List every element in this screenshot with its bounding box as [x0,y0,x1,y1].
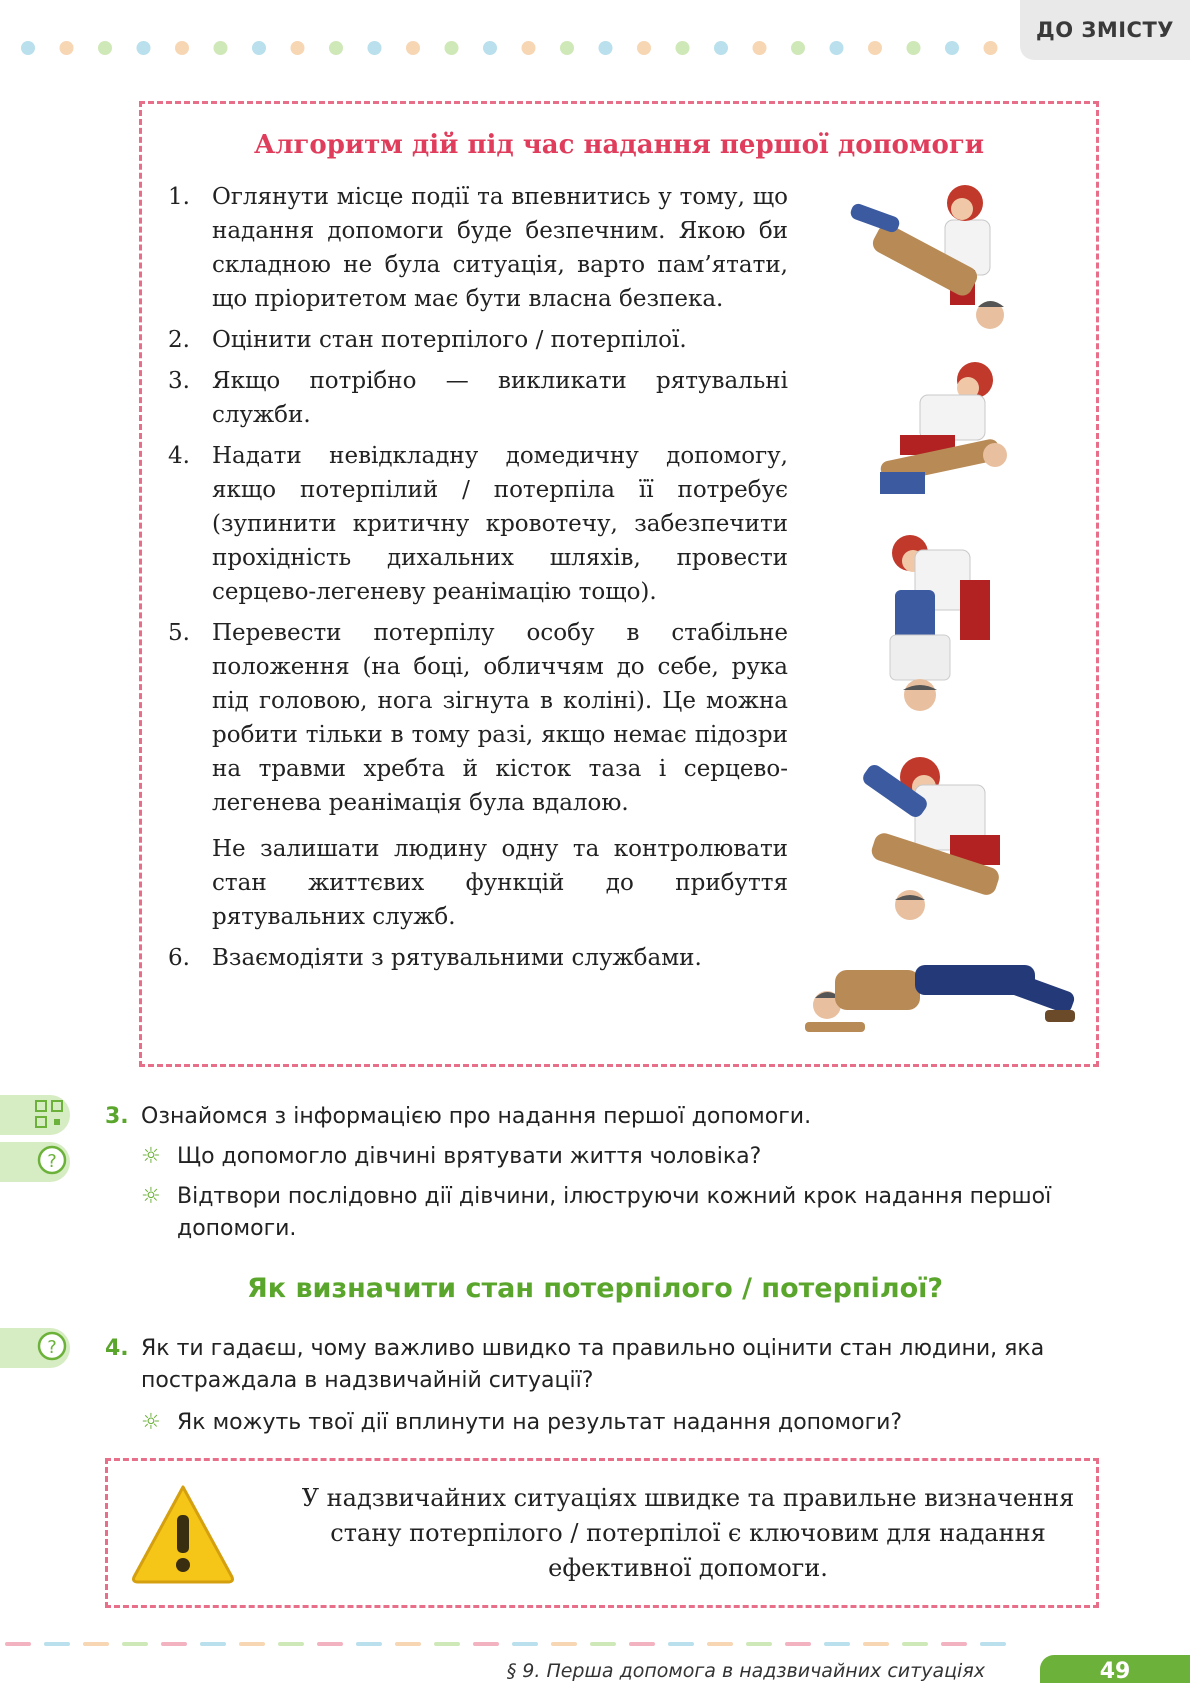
decor-dash [941,1642,967,1646]
decor-dash [161,1642,187,1646]
svg-text:?: ? [47,1337,57,1358]
decor-dot [830,41,844,55]
decor-dot [637,41,651,55]
decor-dash [5,1642,31,1646]
decor-dot [60,41,74,55]
toc-button[interactable]: ДО ЗМІСТУ [1020,0,1190,60]
algorithm-list [168,180,788,982]
sun-bullet-icon: ☼ [141,1410,161,1435]
task-4 [105,1333,1095,1403]
list-item [168,439,788,609]
decor-dot [945,41,959,55]
item-text: Перевести потерпілу особу в стабільне положення (на боці, обличчям до себе, рука під головою, нога зігнута в коліні). Це можна робити тільки в тому разі, якщо немає підозри на травми хребта й кісток таза і серцево-легенева реанімація була вдалою. [212,620,788,816]
page-number: 49 [1040,1655,1190,1683]
decor-dot [984,41,998,55]
item-number: 4. [168,443,190,469]
decor-dash [239,1642,265,1646]
task-bullet [141,1181,1101,1245]
qr-code-icon [0,1095,70,1135]
decor-dot [406,41,420,55]
item-text: Надати невідкладну домедичну допомогу, якщо потерпілий / потерпіла її потребує (зупинити критичну кровотечу, забезпечити прохідність дихальних шляхів, провести серцево-легеневу реанімацію тощо). [212,443,788,605]
task-bullet [141,1141,1101,1173]
decor-dash [395,1642,421,1646]
question-icon [0,1328,70,1368]
decor-dash [590,1642,616,1646]
decor-dash [551,1642,577,1646]
bullet-text: Що допомогло дівчині врятувати життя чоловіка? [177,1144,762,1169]
decor-dot [522,41,536,55]
decor-dash [83,1642,109,1646]
decor-dash [707,1642,733,1646]
decor-dot [753,41,767,55]
decor-dot [676,41,690,55]
decor-dot [868,41,882,55]
warning-text: У надзвичайних ситуаціях швидке та правильне визначення стану потерпілого / потерпілої є ключовим для надання ефективної допомоги. [301,1484,1075,1582]
decor-dot [483,41,497,55]
list-item [168,616,788,820]
decor-dot [214,41,228,55]
decor-dash [473,1642,499,1646]
warning-triangle-icon [128,1481,238,1586]
decor-dot [175,41,189,55]
item-text: Взаємодіяти з рятувальними службами. [212,945,702,971]
decor-dash [824,1642,850,1646]
task-number: 3. [105,1104,129,1129]
list-item [168,364,788,432]
item-number: 5. [168,620,190,646]
bullet-text: Як можуть твої дії вплинути на результат надання допомоги? [177,1410,903,1435]
decor-dash [278,1642,304,1646]
section-title: Як визначити стан потерпілого / потерпілої? [246,1273,944,1304]
decor-dot [291,41,305,55]
decor-dot [252,41,266,55]
sun-bullet-icon: ☼ [141,1184,161,1209]
decor-dot [714,41,728,55]
decor-dash [44,1642,70,1646]
footer-dashes-decoration [0,1641,1190,1649]
decor-dash [668,1642,694,1646]
decor-dash [356,1642,382,1646]
task-text: Як ти гадаєш, чому важливо швидко та правильно оцінити стан людини, яка постраждала в надзвичайній ситуації? [141,1336,1045,1393]
decor-dot [560,41,574,55]
illustration-checking-scene [850,175,1020,335]
warning-box [105,1458,1099,1608]
item-text: Оглянути місце події та впевнитись у тому, що надання допомоги буде безпечним. Якою би складною не була ситуація, варто пам’ятати, що пріоритетом має бути власна безпека. [212,184,788,312]
bullet-text: Відтвори послідовно дії дівчини, ілюструючи кожний крок надання першої допомоги. [177,1184,1052,1241]
decor-dash [512,1642,538,1646]
decor-dot [137,41,151,55]
decor-dash [122,1642,148,1646]
task-bullet [141,1407,1101,1439]
illustration-cpr [885,535,1005,720]
list-item [168,180,788,316]
item-number: 1. [168,184,190,210]
list-item [168,941,788,975]
decor-dash [785,1642,811,1646]
decor-dot [329,41,343,55]
footer-chapter: § 9. Перша допомога в надзвичайних ситуаціях [506,1660,985,1682]
decor-dash [863,1642,889,1646]
algorithm-title: Алгоритм дій під час надання першої допомоги [253,130,985,160]
decor-dot [98,41,112,55]
sun-bullet-icon: ☼ [141,1144,161,1169]
task-text: Ознайомся з інформацією про надання першої допомоги. [141,1104,812,1129]
item-text: Якщо потрібно — викликати рятувальні служби. [212,368,788,428]
decor-dash [980,1642,1006,1646]
decor-dash [746,1642,772,1646]
task-number: 4. [105,1336,129,1361]
decor-dot [791,41,805,55]
decor-dot [21,41,35,55]
decor-dash [902,1642,928,1646]
decor-dot [368,41,382,55]
decor-dash [629,1642,655,1646]
list-item [168,323,788,357]
decor-dot [907,41,921,55]
illustration-assessing-victim [880,360,1010,500]
top-dots-decoration [20,40,1030,60]
decor-dash [317,1642,343,1646]
illustration-recovery-position [850,755,1020,935]
decor-dot [445,41,459,55]
decor-dash [200,1642,226,1646]
question-icon [0,1142,70,1182]
svg-text:?: ? [47,1151,57,1172]
decor-dash [434,1642,460,1646]
decor-dot [599,41,613,55]
item-number: 6. [168,945,190,971]
item-text: Оцінити стан потерпілого / потерпілої. [212,327,687,353]
item-number: 3. [168,368,190,394]
item-number: 2. [168,327,190,353]
algorithm-note: Не залишати людину одну та контролювати стан життєвих функцій до прибуття рятувальних служб. [212,836,788,930]
illustration-stable-position [805,950,1090,1045]
